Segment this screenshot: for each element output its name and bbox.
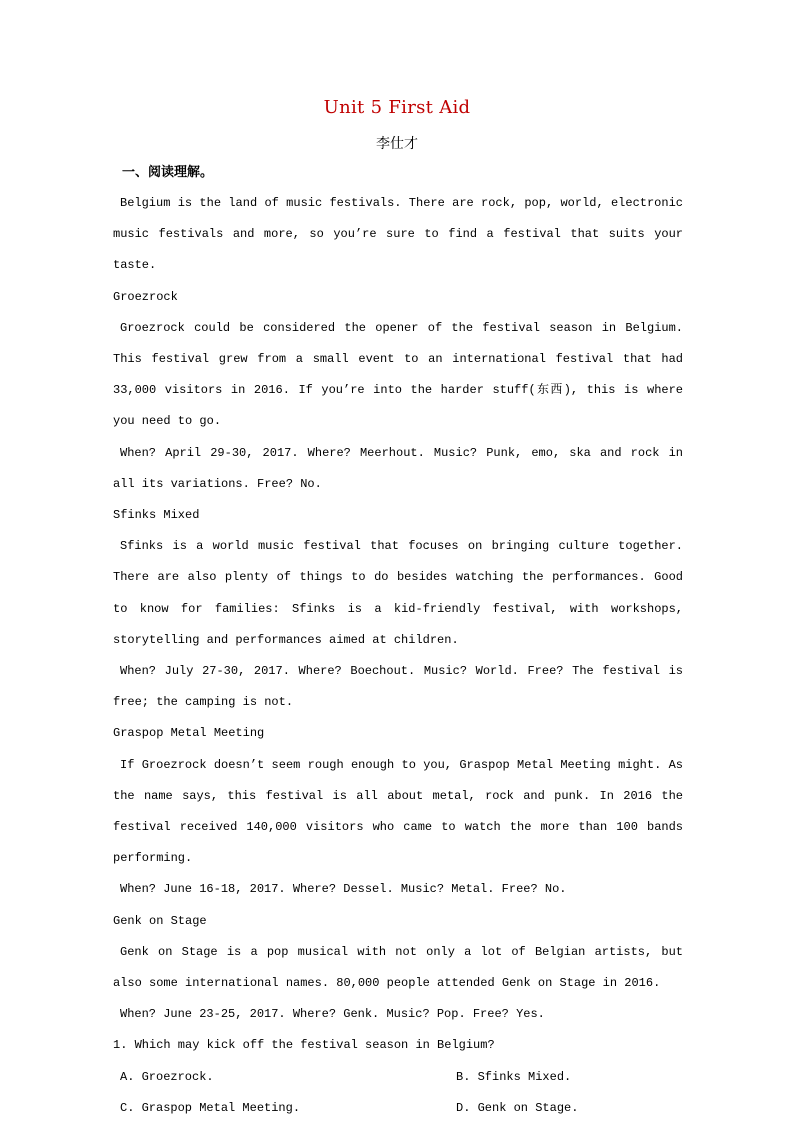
document-title: Unit 5 First Aid [323, 97, 471, 118]
festival-name: Sfinks Mixed [113, 508, 200, 523]
reading-passage [113, 188, 683, 1124]
festival-details: When? April 29-30, 2017. Where? Meerhout. Music? Punk, emo, ska and rock in all its variations. Free? No. [113, 445, 683, 491]
festival-details: When? June 23-25, 2017. Where? Genk. Music? Pop. Free? Yes. [120, 1007, 545, 1022]
section-heading: 一、阅读理解。 [122, 165, 214, 180]
answer-option: A. Groezrock. [120, 1069, 214, 1084]
answer-options-row [113, 1093, 683, 1124]
question-text: 1. Which may kick off the festival season in Belgium? [113, 1038, 495, 1053]
festival-details: When? July 27-30, 2017. Where? Boechout. Music? World. Free? The festival is free; the camping is not. [113, 664, 683, 710]
answer-option: D. Genk on Stage. [456, 1100, 579, 1115]
intro-paragraph: Belgium is the land of music festivals. There are rock, pop, world, electronic music festivals and more, so you’re sure to find a festival that suits your taste. [113, 196, 683, 273]
answer-options-row [113, 1062, 683, 1093]
author-name: 李仕才 [376, 136, 418, 152]
answer-option: B. Sfinks Mixed. [456, 1069, 572, 1084]
answer-option: C. Graspop Metal Meeting. [120, 1100, 301, 1115]
festival-name: Genk on Stage [113, 913, 207, 928]
festival-description: Groezrock could be considered the opener of the festival season in Belgium. This festival grew from a small event to an international festival that had 33,000 visitors in 2016. If you’re into the harder stuff(东西), this is where you need to go. [113, 320, 683, 429]
festival-description: Sfinks is a world music festival that focuses on bringing culture together. There are also plenty of things to do besides watching the performances. Good to know for families: Sfinks is a kid-friendly festival, with workshops, storytelling and performances aimed at children. [113, 539, 683, 647]
festival-name: Groezrock [113, 289, 178, 304]
festival-name: Graspop Metal Meeting [113, 726, 265, 741]
festival-description: Genk on Stage is a pop musical with not only a lot of Belgian artists, but also some international names. 80,000 people attended Genk on Stage in 2016. [113, 944, 683, 991]
festival-description: If Groezrock doesn’t seem rough enough to you, Graspop Metal Meeting might. As the name says, this festival is all about metal, rock and punk. In 2016 the festival received 140,000 visitors who came to watch the more than 100 bands performing. [113, 757, 683, 866]
festival-details: When? June 16-18, 2017. Where? Dessel. Music? Metal. Free? No. [120, 882, 567, 897]
